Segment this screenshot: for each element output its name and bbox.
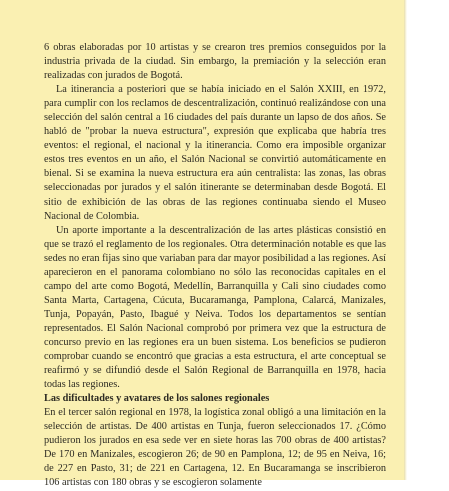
- page-edge-shadow: [404, 0, 407, 480]
- paragraph-1: 6 obras elaboradas por 10 artistas y se crearon tres premios conseguidos por la industria privada de la ciudad. Sin embargo, la premiación y la selección eran realizadas con jurados de Bogotá.: [44, 42, 386, 82]
- page-text-body: [44, 41, 386, 491]
- paragraph-2: La itinerancia a posteriori que se había iniciado en el Salón XXIII, en 1972, para cumplir con los reclamos de descentralización, continuó realizándose con una selección del salón central a 16 ciudades del país durante un lapso de dos años. Se habló de "probar la nueva estructura", expresión que explicaba que habría tres eventos: el regional, el nacional y la itinerancia. Como era imposible organizar estos tres eventos en un año, el Salón Nacional se convirtió automáticamente en bienal. Si se examina la nueva estructura era aún centralista: las zonas, las obras seleccionadas por jurados y el salón itinerante se determinaban desde Bogotá. El sitio de exhibición de las obras de las regiones continuaba siendo el Museo Nacional de Colombia.: [44, 84, 386, 222]
- section-heading: Las dificultades y avatares de los salones regionales: [44, 393, 270, 405]
- paragraph-3: Un aporte importante a la descentralización de las artes plásticas consistió en que se trazó el reglamento de los regionales. Otra determinación notable es que las sedes no eran fijas sino que variaban para dar mayor posibilidad a las regiones. Así aparecieron en el panorama colombiano no sólo las reconocidas capitales en el campo del arte como Bogotá, Medellín, Barranquilla y Cali sino ciudades como Santa Marta, Cartagena, Cúcuta, Bucaramanga, Pamplona, Calarcá, Manizales, Tunja, Popayán, Pasto, Ibagué y Neiva. Todos los departamentos se sentían representados. El Salón Nacional comprobó por primera vez que la estructura de concurso previo en las regiones era un buen sistema. Los beneficios se pudieron comprobar cuando se encontró que gracias a esta estructura, el arte conceptual se reafirmó y se difundió desde el Salón Regional de Barranquilla en 1978, hacia todas las regiones.: [44, 224, 386, 391]
- section-paragraph: En el tercer salón regional en 1978, la logística zonal obligó a una limitación en la selección de artistas. De 400 artistas en Tunja, fueron seleccionados 17. ¿Cómo pudieron los jurados en esa sede ver en siete horas las 700 obras de 400 artistas? De 170 en Manizales, escogieron 26; de 90 en Pamplona, 12; de 95 en Neiva, 16; de 227 en Pasto, 31; de 221 en Cartagena, 12. En Bucaramanga se inscribieron 106 artistas con 180 obras y se escogieron solamente: [44, 407, 386, 489]
